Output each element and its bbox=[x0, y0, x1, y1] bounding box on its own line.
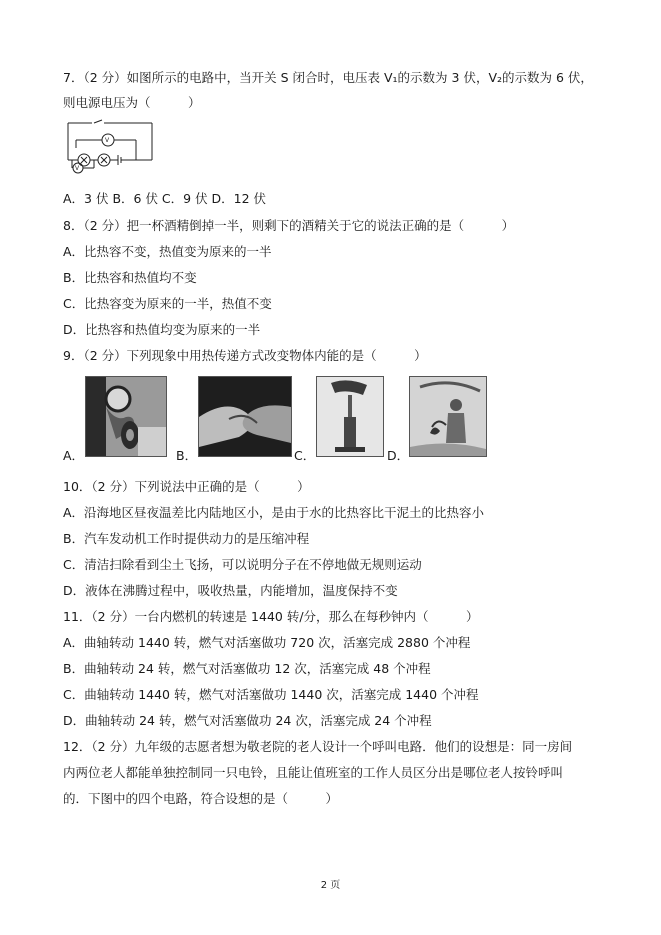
q10-option-c: C．清洁扫除看到尘土飞扬，可以说明分子在不停地做无规则运动 bbox=[63, 557, 422, 572]
q10-option-b: B．汽车发动机工作时提供动力的是压缩冲程 bbox=[63, 531, 310, 546]
q7-options: A．3 伏 B．6 伏 C．9 伏 D．12 伏 bbox=[63, 191, 267, 206]
q11-option-b: B．曲轴转动 24 转，燃气对活塞做功 12 次，活塞完成 48 个冲程 bbox=[63, 661, 431, 676]
q8-option-d: D．比热容和热值均变为原来的一半 bbox=[63, 322, 261, 337]
q9-label-c: C． bbox=[294, 448, 316, 463]
q9-photo-c bbox=[316, 376, 384, 457]
svg-text:V: V bbox=[75, 165, 80, 172]
q12-line3: 的．下图中的四个电路，符合设想的是（ ） bbox=[63, 791, 339, 806]
q8-option-c: C．比热容变为原来的一半，热值不变 bbox=[63, 296, 272, 311]
q7-line1: 7．（2 分）如图所示的电路中，当开关 S 闭合时，电压表 V₁的示数为 3 伏，V₂的示数为 6 伏， bbox=[63, 70, 593, 85]
svg-text:V: V bbox=[105, 137, 110, 144]
q9-label-d: D． bbox=[387, 448, 410, 463]
q9-label-b: B． bbox=[176, 448, 198, 463]
q11-option-a: A．曲轴转动 1440 转，燃气对活塞做功 720 次，活塞完成 2880 个冲程 bbox=[63, 635, 471, 650]
q8-option-a: A．比热容不变，热值变为原来的一半 bbox=[63, 244, 272, 259]
q8-option-b: B．比热容和热值均不变 bbox=[63, 270, 197, 285]
q9-photo-a bbox=[85, 376, 167, 457]
q10-option-d: D．液体在沸腾过程中，吸收热量，内能增加，温度保持不变 bbox=[63, 583, 398, 598]
q12-line2: 内两位老人都能单独控制同一只电铃，且能让值班室的工作人员区分出是哪位老人按铃呼叫 bbox=[63, 765, 564, 780]
q12-line1: 12．（2 分）九年级的志愿者想为敬老院的老人设计一个呼叫电路．他们的设想是：同一房间 bbox=[63, 739, 573, 754]
q8-stem: 8．（2 分）把一杯酒精倒掉一半，则剩下的酒精关于它的说法正确的是（ ） bbox=[63, 218, 515, 233]
q9-label-a: A． bbox=[63, 448, 85, 463]
q11-option-d: D．曲轴转动 24 转，燃气对活塞做功 24 次，活塞完成 24 个冲程 bbox=[63, 713, 432, 728]
q9-photo-b bbox=[198, 376, 292, 457]
q10-stem: 10．（2 分）下列说法中正确的是（ ） bbox=[63, 479, 310, 494]
q9-photo-d bbox=[409, 376, 487, 457]
q7-line2: 则电源电压为（ ） bbox=[63, 95, 201, 110]
q9-stem: 9．（2 分）下列现象中用热传递方式改变物体内能的是（ ） bbox=[63, 348, 427, 363]
q11-option-c: C．曲轴转动 1440 转，燃气对活塞做功 1440 次，活塞完成 1440 个冲程 bbox=[63, 687, 479, 702]
q7-circuit-diagram bbox=[64, 118, 158, 174]
q10-option-a: A．沿海地区昼夜温差比内陆地区小，是由于水的比热容比干泥土的比热容小 bbox=[63, 505, 485, 520]
q11-stem: 11．（2 分）一台内燃机的转速是 1440 转/分，那么在每秒钟内（ ） bbox=[63, 609, 479, 624]
page-number: 2 页 bbox=[320, 880, 341, 891]
